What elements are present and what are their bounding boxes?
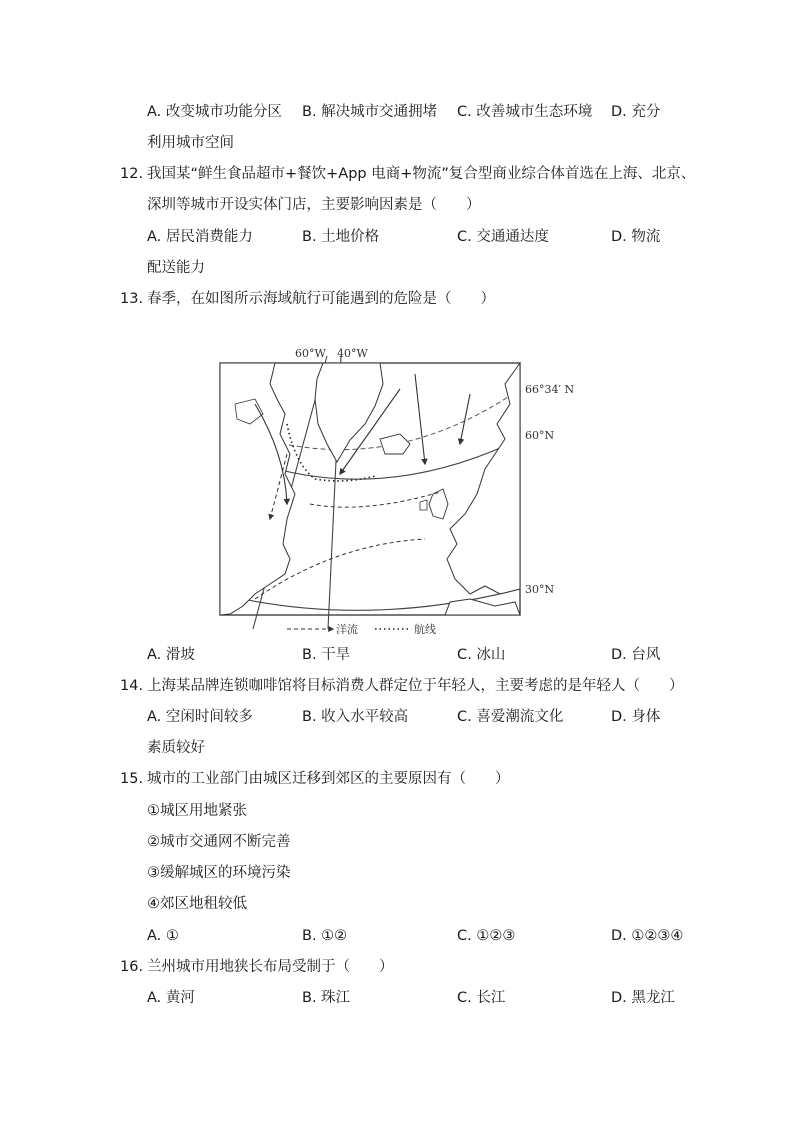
q12-option-d[interactable]: D. 物流 [611, 229, 661, 245]
q13-stem: 春季，在如图所示海域航行可能遇到的危险是（ ） [147, 291, 495, 307]
q16-number: 16. [120, 959, 144, 975]
q12-option-a[interactable]: A. 居民消费能力 [147, 229, 253, 245]
q11-option-b[interactable]: B. 解决城市交通拥堵 [302, 104, 438, 120]
q12-stem-line2: 深圳等城市开设实体门店，主要影响因素是（ ） [147, 197, 481, 213]
q12-option-d-continuation: 配送能力 [147, 260, 205, 276]
q13-option-a[interactable]: A. 滑坡 [147, 647, 195, 663]
q13-option-d[interactable]: D. 台风 [611, 647, 661, 663]
q15-number: 15. [120, 771, 144, 787]
q14-option-d[interactable]: D. 身体 [611, 709, 661, 725]
q15-item-1: ①城区用地紧张 [147, 803, 247, 819]
q13-option-c[interactable]: C. 冰山 [457, 647, 506, 663]
q12-stem-line1: 我国某“鲜生食品超市+餐饮+App 电商+物流”复合型商业综合体首选在上海、北京、 [147, 166, 696, 182]
label-arctic-circle: 66°34′ N [525, 383, 575, 396]
q15-option-a[interactable]: A. ① [147, 928, 179, 944]
q13-number: 13. [120, 291, 144, 307]
q12-number: 12. [120, 166, 144, 182]
q14-stem: 上海某品牌连锁咖啡馆将目标消费人群定位于年轻人，主要考虑的是年轻人（ ） [147, 678, 684, 694]
q11-option-d[interactable]: D. 充分 [611, 104, 661, 120]
label-60n: 60°N [525, 429, 555, 442]
label-60w: 60°W [295, 347, 326, 360]
q12-option-c[interactable]: C. 交通通达度 [457, 229, 549, 245]
q14-option-a[interactable]: A. 空闲时间较多 [147, 709, 253, 725]
q14-option-d-continuation: 素质较好 [147, 740, 205, 756]
q15-option-d[interactable]: D. ①②③④ [611, 928, 684, 944]
q14-option-b[interactable]: B. 收入水平较高 [302, 709, 409, 725]
q16-stem: 兰州城市用地狭长布局受制于（ ） [147, 959, 394, 975]
q15-item-4: ④郊区地租较低 [147, 896, 247, 912]
q15-item-2: ②城市交通网不断完善 [147, 834, 291, 850]
q15-option-c[interactable]: C. ①②③ [457, 928, 516, 944]
q16-option-c[interactable]: C. 长江 [457, 990, 506, 1006]
q16-option-d[interactable]: D. 黑龙江 [611, 990, 675, 1006]
q11-option-a[interactable]: A. 改变城市功能分区 [147, 104, 282, 120]
q13-option-b[interactable]: B. 干旱 [302, 647, 351, 663]
legend-current-label: 洋流 [336, 623, 358, 636]
q16-option-b[interactable]: B. 珠江 [302, 990, 351, 1006]
label-30n: 30°N [525, 583, 555, 596]
q14-number: 14. [120, 678, 144, 694]
north-atlantic-map [215, 344, 580, 640]
q11-option-d-continuation: 利用城市空间 [147, 135, 234, 151]
q15-stem: 城市的工业部门由城区迁移到郊区的主要原因有（ ） [147, 771, 510, 787]
q15-item-3: ③缓解城区的环境污染 [147, 865, 291, 881]
q14-option-c[interactable]: C. 喜爱潮流文化 [457, 709, 564, 725]
q15-option-b[interactable]: B. ①② [302, 928, 348, 944]
q12-option-b[interactable]: B. 土地价格 [302, 229, 380, 245]
q16-option-a[interactable]: A. 黄河 [147, 990, 195, 1006]
q11-option-c[interactable]: C. 改善城市生态环境 [457, 104, 593, 120]
ireland [420, 500, 427, 510]
legend-route-label: 航线 [414, 623, 436, 636]
map-legend [287, 622, 436, 636]
label-40w: 40°W [337, 347, 368, 360]
